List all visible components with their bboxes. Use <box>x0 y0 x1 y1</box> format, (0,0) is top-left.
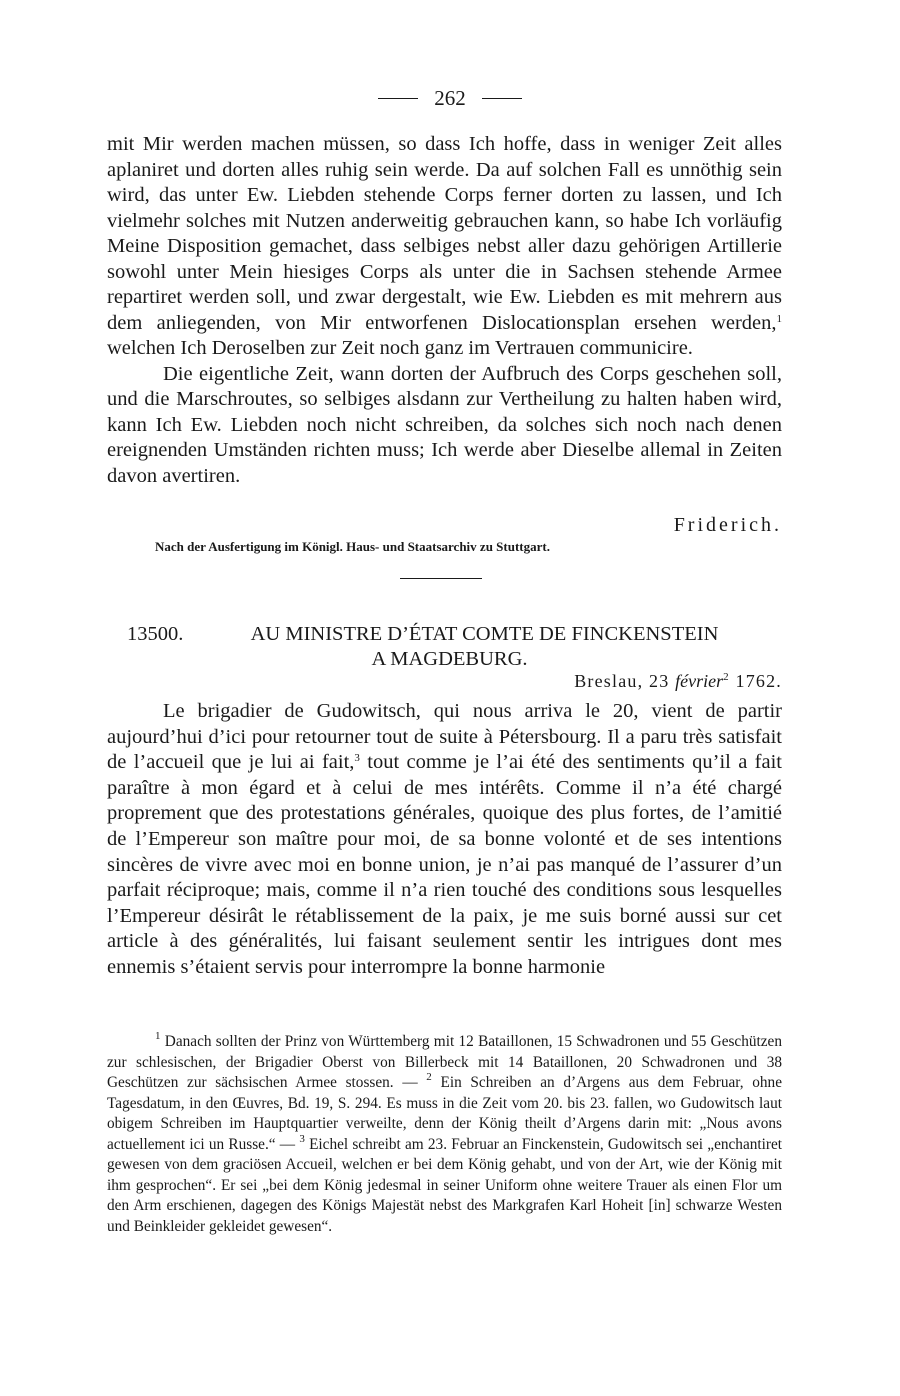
previous-letter-text <box>107 132 782 489</box>
letter-heading-line-2: A MAGDEBURG. <box>371 648 528 670</box>
letter-number: 13500. <box>127 623 184 645</box>
dateline-month: février <box>675 671 724 691</box>
paragraph-text: mit Mir werden machen müssen, so dass Ich hoffe, dass in weniger Zeit alles aplaniret und dorten alles ruhig sein werde. Da auf solchen Fall es unnöthig sein wird, das unter Ew. Liebden stehende Corps ferner dorten zu lassen, und Ich vielmehr solches mit Nutzen anderweitig gebrauchen kann, so habe Ich vorläufig Meine Disposition gemachet, dass selbiges nebst aller dazu gehörigen Artillerie sowohl unter Mein hiesiges Corps als unter die in Sachsen stehende Armee repartiret werden soll, und zwar dergestalt, wie Ew. Liebden es mit mehrern aus dem anliegenden, von Mir entworfenen Dislocationsplan ersehen werden, <box>107 133 782 334</box>
dateline-place: Breslau, <box>574 671 644 691</box>
header-rule-left <box>378 98 418 99</box>
page-number: 262 <box>434 86 466 110</box>
section-separator <box>400 578 482 579</box>
letter-heading-line-1: AU MINISTRE D’ÉTAT COMTE DE FINCKENSTEIN <box>250 623 719 645</box>
header-rule-right <box>482 98 522 99</box>
footnote-reference: 2 <box>723 671 730 683</box>
archive-source-note: Nach der Ausfertigung im Königl. Haus- und Staatsarchiv zu Stuttgart. <box>155 539 550 554</box>
footnote-text: Ein Schreiben an d’Argens aus dem Februar, ohne Tagesdatum, in den Œuvres, Bd. 19, S. 294. Es muss in die Zeit vom 20. bis 23. fallen, wo Gudowitsch laut obigem Schreiben im Hauptquartier verweilte, denn der König theilt d’Argens darin mit: „Nous avons actuellement ici un Russe.“ <box>107 1074 782 1153</box>
previous-letter-paragraph: Die eigentliche Zeit, wann dorten der Aufbruch des Corps geschehen soll, und die Marschroutes, so selbiges alsdann zur Vertheilung zu halten haben wird, kann Ich Ew. Liebden noch nicht schreiben, da solches sich noch nach denen ereignenden Umständen richten muss; Ich werde aber Dieselbe allemal in Zeiten davon avertiren. <box>107 362 782 487</box>
footnote-reference: 3 <box>354 752 360 765</box>
letter-body <box>107 699 782 981</box>
page-header <box>0 86 900 111</box>
letter-heading <box>107 622 782 672</box>
footnote-mark: 1 <box>155 1030 161 1042</box>
paragraph-text: Le brigadier de Gudowitsch, qui nous arriva le 20, vient de partir aujourd’hui d’ici pour retourner tout de suite à Pétersbourg. Il a paru très satisfait de l’accueil que je lui ai fait, <box>107 700 782 774</box>
footnote-text: Eichel schreibt am 23. Februar an Finckenstein, Gudowitsch sei „enchantiret gewesen von dem graciösen Accueil, welchen er bei dem König gehabt, und von der Art, wie der König mit ihm gesprochen“. Er sei „bei dem König jedesmal in seiner Uniform ohne weitere Trauer als einen Flor um den Arm erschienen, dagegen des Königs Majestät nebst des Markgrafen Karl Hoheit [in] schwarze Westen und Beinkleider gekleidet gewesen“. <box>107 1135 783 1235</box>
dateline-day: 23 <box>649 671 670 691</box>
footnote-mark: 3 <box>299 1132 305 1145</box>
footnote-text: Danach sollten der Prinz von Württemberg mit 12 Bataillonen, 15 Schwadronen und 55 Geschützen zur schlesischen, der Brigadier Oberst von Billerbeck mit 14 Bataillonen, 20 Schwadronen und 38 Geschützen zur sächsischen Armee stossen. <box>107 1033 782 1091</box>
footnote-block <box>107 1032 782 1237</box>
signature: Friderich. <box>673 514 782 536</box>
letter-paragraph <box>107 699 782 981</box>
footnote-separator: — <box>279 1135 296 1153</box>
footnotes <box>107 1032 782 1237</box>
paragraph-text: welchen Ich Deroselben zur Zeit noch ganz im Vertrauen communicire. <box>107 337 693 359</box>
paragraph-text: tout comme je l’ai été des sentiments qu’il a fait paraître à mon égard et à celui de mes intérêts. Comme il n’a été chargé proprement que des protestations générales, quoique des plus fortes, de l’amitié de l’Empereur son maître pour moi, de sa bonne volonté et de ses intentions sincères de vivre avec moi en bonne union, je n’ai pas manqué de l’assurer d’un parfait réciproque; mais, comme il n’a rien touché des conditions sous lesquelles l’Empereur désirât le rétablissement de la paix, je me suis borné aussi sur cet article à des généralités, lui faisant seulement sentir les intrigues dont mes ennemis s’étaient servis pour interrompre la bonne harmonie <box>107 751 782 978</box>
footnote-mark: 2 <box>426 1071 432 1083</box>
footnote-reference: 1 <box>776 312 782 325</box>
footnote-separator: — <box>402 1074 418 1091</box>
dateline <box>574 671 782 692</box>
previous-letter-paragraph <box>107 132 782 362</box>
dateline-year: 1762. <box>735 671 782 691</box>
